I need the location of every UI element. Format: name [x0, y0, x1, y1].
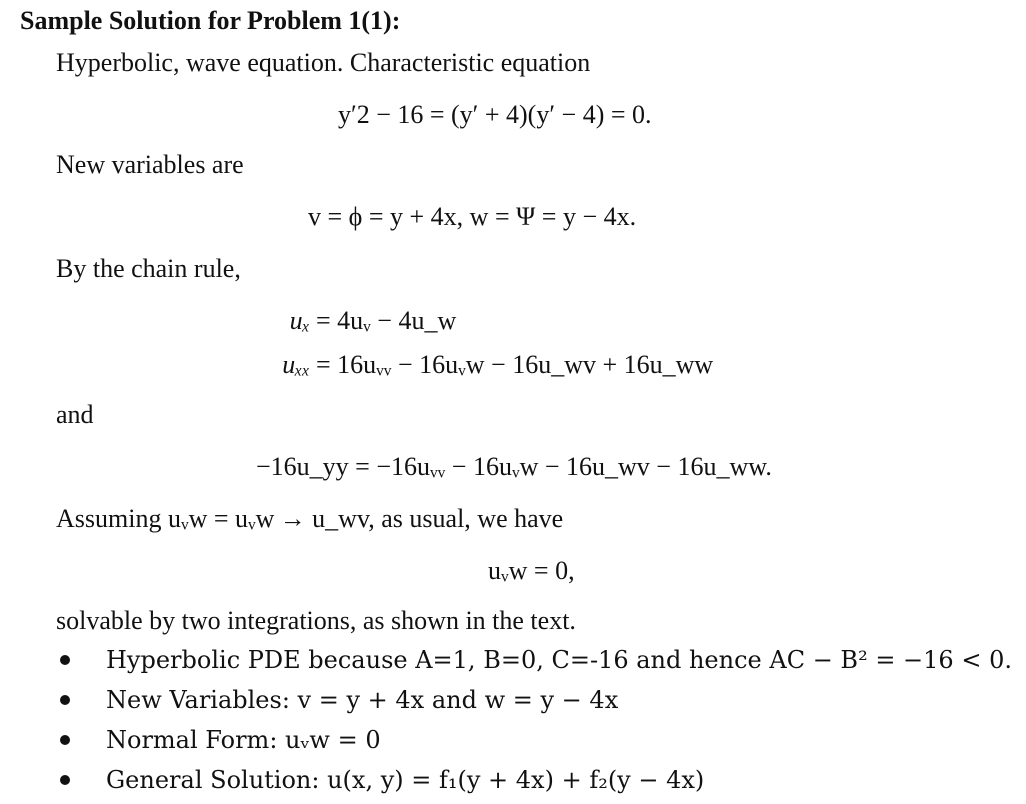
- bullet-text: General Solution: u(x, y) = f₁(y + 4x) + f₂(y − 4x): [106, 766, 705, 794]
- uxx-rhs: = 16uᵥᵥ − 16uᵥw − 16u_wv + 16u_ww: [316, 350, 714, 379]
- uxx-equation: [250, 350, 713, 380]
- list-item: [56, 680, 1012, 720]
- summary-bullet-list: [56, 640, 1012, 800]
- new-variables-paragraph: New variables are: [56, 150, 244, 179]
- bullet-icon: [60, 695, 70, 705]
- bullet-text: Hyperbolic PDE because A=1, B=0, C=-16 and hence AC − B² = −16 < 0.: [106, 646, 1012, 674]
- intro-paragraph: Hyperbolic, wave equation. Characteristic equation: [56, 48, 591, 77]
- bullet-text: New Variables: v = y + 4x and w = y − 4x: [106, 686, 619, 714]
- ux-rhs: = 4uᵥ − 4u_w: [316, 306, 457, 335]
- bullet-icon: [60, 775, 70, 785]
- solution-title: Sample Solution for Problem 1(1):: [20, 6, 401, 35]
- solvable-paragraph: solvable by two integrations, as shown in the text.: [56, 606, 576, 635]
- list-item: [56, 760, 1012, 800]
- uxx-lhs: uₓₓ: [282, 350, 310, 379]
- and-paragraph: and: [56, 400, 94, 429]
- uyy-equation: −16u_yy = −16uᵥᵥ − 16uᵥw − 16u_wv − 16u_ww.: [256, 452, 772, 481]
- uvw-equation: uᵥw = 0,: [488, 556, 575, 585]
- variables-equation: v = ϕ = y + 4x, w = Ψ = y − 4x.: [308, 202, 637, 231]
- ux-lhs: uₓ: [289, 306, 310, 335]
- chain-rule-paragraph: By the chain rule,: [56, 254, 241, 283]
- characteristic-equation: y′2 − 16 = (y′ + 4)(y′ − 4) = 0.: [338, 100, 652, 129]
- bullet-icon: [60, 655, 70, 665]
- ux-equation: [250, 306, 456, 336]
- bullet-text: Normal Form: uᵥw = 0: [106, 726, 381, 754]
- assuming-paragraph: Assuming uᵥw = uᵥw → u_wv, as usual, we have: [56, 504, 564, 533]
- list-item: [56, 640, 1012, 680]
- list-item: [56, 720, 1012, 760]
- bullet-icon: [60, 735, 70, 745]
